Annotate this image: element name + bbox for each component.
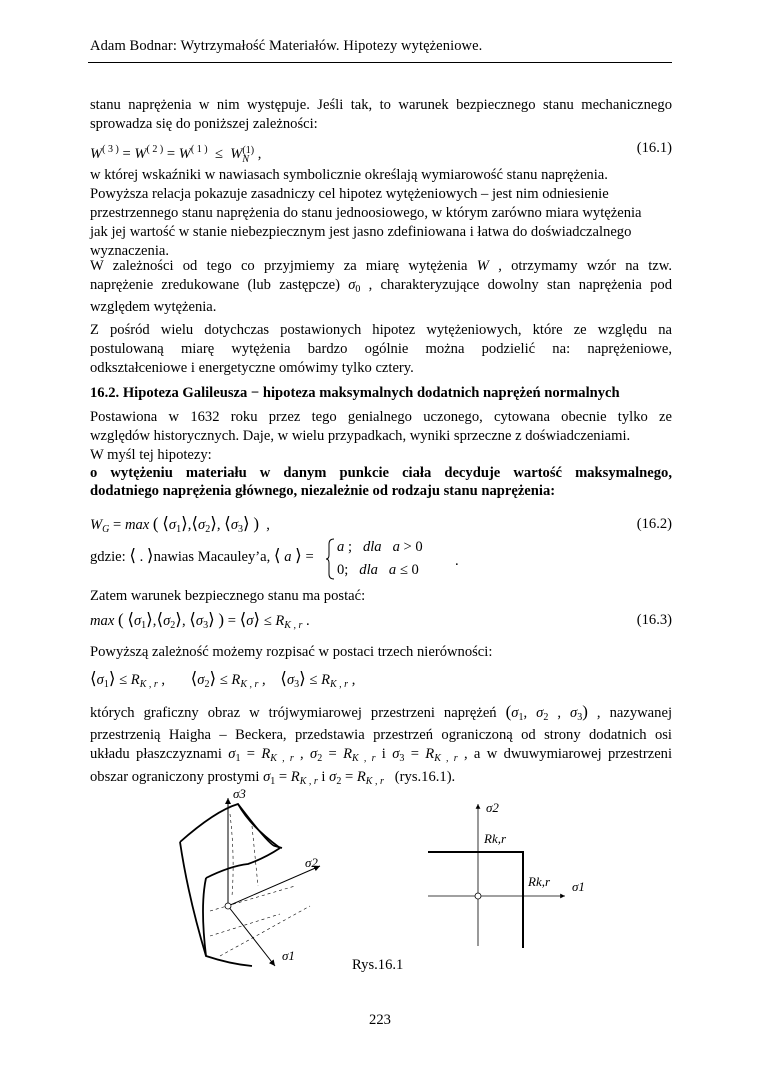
cases-period: . [455, 553, 459, 569]
zatem-line: Zatem warunek bezpiecznego stanu ma postać: [90, 588, 366, 604]
para-w-line-3: względem wytężenia. [90, 299, 217, 315]
para-p-line-2: względów historycznych. Daje, w wielu przypadkach, wyniki sprzeczne z doświadczeniami. [90, 428, 631, 444]
thesis-line-2: dodatniego naprężenia głównego, niezależnie od rodzaju stanu naprężenia: [90, 483, 556, 499]
equation-16-1: $W^{( 3 )} = W^{( 2 )} = W^{( 1 )} \le W$ (1) N , [90, 144, 262, 165]
label-rkr-top: Rk,r [484, 831, 507, 846]
axes [228, 798, 320, 966]
after-eq1-line-4: jak jej wartość w stanie niebezpiecznym jest jasno zdefiniowana i łatwa do doświadczalnego [90, 224, 632, 240]
origin-point-2d [475, 893, 481, 899]
para-z-line-3: odkształceniowe i energetyczne omówimy tylko cztery. [90, 360, 414, 376]
after-eq1-line-1: w której wskaźniki w nawiasach symbolicznie określają wymiarowość stanu naprężenia. [90, 167, 608, 183]
equation-16-1-number: (16.1) [636, 140, 672, 156]
label-sigma1-3d: σ1 [282, 948, 295, 963]
equation-16-3-number: (16.3) [636, 612, 672, 628]
axis-sigma2 [228, 866, 320, 906]
equation-16-2-number: (16.2) [636, 516, 672, 532]
intro-line-1: stanu naprężenia w nim występuje. Jeśli tak, to warunek bezpiecznego stanu mechanicznego [90, 97, 672, 113]
dashed-grid [210, 814, 310, 956]
running-header: Adam Bodnar: Wytrzymałość Materiałów. Hipotezy wytężeniowe. [90, 38, 483, 54]
origin-point [225, 903, 231, 909]
intro-line-2: sprowadza się do poniższej zależności: [90, 116, 318, 132]
para-w-line-2: naprężenie zredukowane (lub zastępcze) $\sigma_0$ , charakteryzujące dowolny stan naprężenia pod [90, 277, 673, 295]
gdzie-line: gdzie: ⟨ . ⟩nawias Macauley’a, ⟨ a ⟩ = [90, 546, 314, 565]
para-z-line-2: postulowaną miarę wytężenia bardzo ogólnie można podzielić na: naprężeniowe, [90, 341, 672, 357]
region-boundary [180, 804, 282, 966]
graph-para-line-4: obszar ograniczony prostymi $\sigma_1 = R_{K , r}$ i $\sigma_2 = R_{K , r}$ (rys.16.1). [90, 769, 456, 787]
thesis-line-1: o wytężeniu materiału w danym punkcie ciała decyduje wartość maksymalnego, [90, 465, 672, 481]
label-rkr-right: Rk,r [528, 874, 551, 889]
equation-16-2: $W_G = \max$ ( $⟨\sigma_1⟩,⟨\sigma_2⟩$, $⟨\sigma_3⟩$ ) , [90, 514, 270, 535]
equation-16-3: max ( $⟨\sigma_1⟩,⟨\sigma_2⟩$, $⟨\sigma_3⟩$ ) = ⟨σ⟩ ≤ $R_{K , r}$ . [90, 610, 310, 631]
figure-caption: Rys.16.1 [352, 957, 404, 973]
label-sigma2-3d: σ2 [305, 855, 318, 870]
graph-para-line-1: których graficzny obraz w trójwymiarowej przestrzeni naprężeń ($\sigma_1$, $\sigma_2$ , $\sigma_3$) , nazywanej [90, 702, 672, 723]
figure-2d-region [420, 796, 600, 956]
header-rule [88, 62, 672, 63]
para-z-line-1: Z pośród wielu dotychczas postawionych hipotez wytężeniowych, które ze względu na [90, 322, 672, 338]
para-w-line-1: W zależności od tego co przyjmiemy za miarę wytężenia W , otrzymamy wzór na tzw. [90, 258, 672, 274]
section-title: 16.2. Hipoteza Galileusza − hipoteza maksymalnych dodatnich naprężeń normalnych [90, 385, 620, 401]
axis-sigma1 [228, 906, 275, 966]
para-p-line-3: W myśl tej hipotezy: [90, 447, 212, 463]
graph-para-line-3: układu płaszczyznami $\sigma_1 = R_{K , r}$ , $\sigma_2 = R_{K , r}$ i $\sigma_3 = R_{K , r}$ , a w dwuwymiarowej przestrzeni [90, 746, 673, 764]
after-eq1-line-5: wyznaczenia. [90, 243, 169, 259]
page-number: 223 [369, 1012, 391, 1028]
label-sigma3-3d: σ3 [233, 786, 246, 801]
para-p-line-1: Postawiona w 1632 roku przez tego genialnego uczonego, cytowana obecnie tylko ze [90, 409, 672, 425]
cases-brace [325, 538, 335, 580]
after-eq1-line-2: Powyższa relacja pokazuje zasadniczy cel hipotez wytężeniowych – jest nim odniesienie [90, 186, 609, 202]
figure-3d-haigh-becker [170, 786, 370, 976]
graph-para-line-2: przestrzenią Haigha – Beckera, przedstawia przestrzeń ograniczoną od strony dodatnich osi [90, 727, 672, 743]
label-sigma2-2d: σ2 [486, 800, 499, 815]
label-sigma1-2d: σ1 [572, 879, 585, 894]
rozpisac-line: Powyższą zależność możemy rozpisać w postaci trzech nierówności: [90, 644, 493, 660]
case-2: 0; dla a ≤ 0 [337, 562, 419, 578]
after-eq1-line-3: przestrzennego stanu naprężenia do stanu jednoosiowego, w którym zarówno miara wytężenia [90, 205, 642, 221]
case-1: a ; dla a > 0 [337, 539, 423, 555]
region-boundary-2d [428, 852, 523, 948]
inequalities: $⟨\sigma_1⟩ \le R_{K , r}$ , $⟨\sigma_2⟩ \le R_{K , r}$ , $⟨\sigma_3⟩ \le R_{K , r}$ , [90, 669, 356, 690]
